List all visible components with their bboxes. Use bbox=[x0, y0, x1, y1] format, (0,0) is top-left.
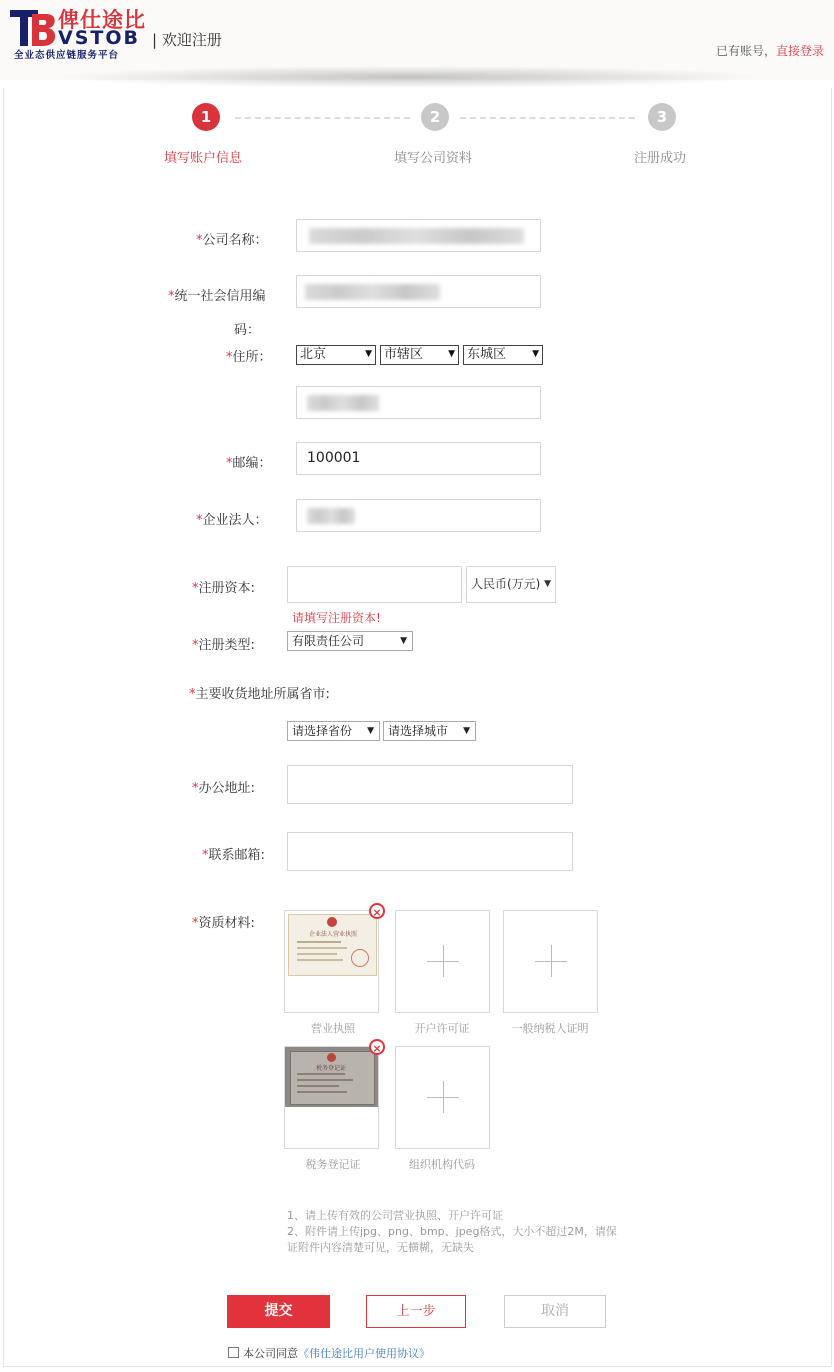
address-district-select[interactable]: 东城区 ▼ bbox=[463, 345, 543, 365]
capital-error-message: 请填写注册资本! bbox=[292, 611, 381, 625]
chevron-down-icon: ▼ bbox=[367, 726, 374, 736]
credit-code-label: *统一社会信用编 bbox=[168, 289, 266, 304]
credit-code-label-wrap: 码： bbox=[234, 323, 261, 338]
stamp-icon bbox=[351, 949, 369, 967]
agreement-text: 本公司同意 bbox=[243, 1347, 298, 1360]
step-3-circle: 3 bbox=[648, 103, 676, 131]
docs-label: *资质材料: bbox=[192, 916, 255, 931]
upload-note-1: 1、请上传有效的公司营业执照、开户许可证 bbox=[287, 1209, 503, 1222]
tax-cert-thumbnail bbox=[285, 1047, 378, 1107]
step-2-label: 填写公司资料 bbox=[394, 151, 473, 166]
submit-button[interactable]: 提交 bbox=[227, 1295, 330, 1328]
upload-org-code[interactable] bbox=[395, 1046, 490, 1149]
upload-account-permit[interactable] bbox=[395, 910, 490, 1013]
header-shadow bbox=[60, 66, 760, 88]
type-select[interactable]: 有限责任公司 ▼ bbox=[287, 631, 413, 651]
legal-person-input[interactable] bbox=[296, 499, 541, 532]
step-1-circle: 1 bbox=[192, 103, 220, 131]
step-connector-1 bbox=[235, 117, 410, 119]
ship-city-select[interactable]: 请选择城市 ▼ bbox=[383, 721, 476, 741]
upload-caption: 税务登记证 bbox=[305, 1158, 361, 1171]
upload-note-2: 2、附件请上传jpg、png、bmp、jpeg格式，大小不超过2M，请保证附件内容清楚可见，无横糊，无缺失 bbox=[287, 1225, 617, 1254]
chevron-down-icon: ▼ bbox=[448, 349, 455, 359]
address-label: *住所： bbox=[226, 350, 272, 365]
emblem-icon bbox=[327, 1053, 336, 1062]
upload-caption: 开户许可证 bbox=[414, 1022, 470, 1035]
chevron-down-icon: ▼ bbox=[532, 349, 539, 359]
step-3-label: 注册成功 bbox=[634, 151, 687, 166]
remove-tax-registration-icon[interactable]: × bbox=[369, 1039, 385, 1055]
upload-business-license[interactable] bbox=[284, 910, 379, 1013]
logo-tb-icon bbox=[8, 6, 58, 50]
cancel-button[interactable]: 取消 bbox=[504, 1295, 606, 1328]
chevron-down-icon: ▼ bbox=[463, 726, 470, 736]
step-2-circle: 2 bbox=[421, 103, 449, 131]
remove-business-license-icon[interactable]: × bbox=[369, 903, 385, 919]
capital-input[interactable] bbox=[287, 566, 462, 603]
chevron-down-icon: ▼ bbox=[544, 579, 551, 589]
redacted-value bbox=[305, 284, 440, 300]
company-name-input[interactable] bbox=[296, 219, 541, 252]
logo-en-text: VSTOB bbox=[58, 27, 140, 49]
upload-taxpayer-cert[interactable] bbox=[503, 910, 598, 1013]
login-prompt: 已有账号， bbox=[716, 44, 777, 58]
redacted-value bbox=[307, 508, 355, 524]
logo-cn-text: 俾仕途比 bbox=[58, 8, 146, 32]
postcode-label: *邮编： bbox=[226, 456, 272, 471]
capital-label: *注册资本: bbox=[192, 581, 255, 596]
email-label: *联系邮箱: bbox=[202, 848, 265, 863]
company-name-label: *公司名称： bbox=[196, 233, 268, 248]
step-1-label: 填写账户信息 bbox=[164, 151, 243, 166]
redacted-value bbox=[309, 228, 524, 244]
chevron-down-icon: ▼ bbox=[365, 349, 372, 359]
redacted-value bbox=[307, 395, 379, 411]
email-input[interactable] bbox=[287, 832, 573, 871]
logo-slogan: 全业态供应链服务平台 bbox=[14, 50, 120, 61]
chevron-down-icon: ▼ bbox=[400, 636, 407, 646]
postcode-input[interactable]: 100001 bbox=[296, 442, 541, 475]
upload-tax-registration[interactable] bbox=[284, 1046, 379, 1149]
agreement-checkbox[interactable] bbox=[228, 1347, 239, 1358]
type-label: *注册类型: bbox=[192, 638, 255, 653]
agreement-link[interactable]: 《伟仕途比用户使用协议》 bbox=[298, 1347, 430, 1360]
capital-currency-select[interactable]: 人民币(万元) ▼ bbox=[466, 566, 556, 603]
legal-person-label: *企业法人： bbox=[196, 513, 268, 528]
prev-step-button[interactable]: 上一步 bbox=[366, 1295, 466, 1328]
step-connector-2 bbox=[460, 117, 635, 119]
login-link[interactable]: 直接登录 bbox=[776, 44, 825, 58]
license-title: 企业法人营业执照 bbox=[308, 931, 357, 938]
address-detail-input[interactable] bbox=[296, 386, 541, 419]
tax-cert-title: 税务登记证 bbox=[315, 1065, 346, 1072]
upload-caption: 组织机构代码 bbox=[409, 1158, 475, 1171]
business-license-thumbnail bbox=[288, 914, 377, 976]
upload-caption: 营业执照 bbox=[311, 1022, 355, 1035]
office-address-input[interactable] bbox=[287, 765, 573, 804]
office-label: *办公地址: bbox=[192, 781, 255, 796]
address-province-select[interactable]: 北京 ▼ bbox=[296, 345, 376, 365]
ship-province-select[interactable]: 请选择省份 ▼ bbox=[287, 721, 380, 741]
agreement-row bbox=[228, 1345, 430, 1361]
ship-region-label: *主要收货地址所属省市: bbox=[189, 687, 330, 702]
address-city-select[interactable]: 市辖区 ▼ bbox=[380, 345, 459, 365]
upload-caption: 一般纳税人证明 bbox=[511, 1022, 589, 1035]
emblem-icon bbox=[327, 917, 337, 927]
credit-code-input[interactable] bbox=[296, 275, 541, 308]
page-title: | 欢迎注册 bbox=[152, 31, 222, 49]
